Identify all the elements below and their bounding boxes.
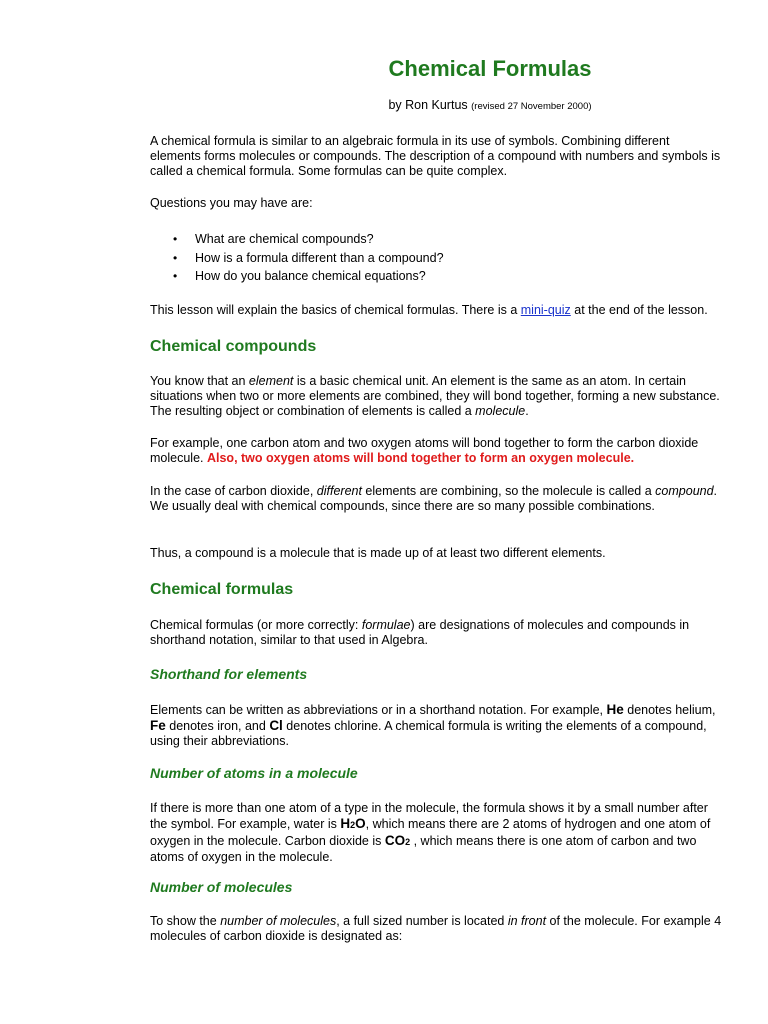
text-run: denotes chlorine. A chemical formula is writing the elements of a compound, using their abbreviations. <box>150 719 707 748</box>
atoms-paragraph-1 <box>150 801 722 865</box>
text-run: . We usually deal with chemical compounds, since there are so many possible combinations. <box>150 484 718 513</box>
bullet-icon: • <box>173 232 178 246</box>
emphasis-molecule: molecule <box>475 404 526 418</box>
bullet-icon: • <box>173 269 178 283</box>
question-text: How is a formula different than a compound? <box>195 250 444 265</box>
symbol-iron: Fe <box>150 718 166 733</box>
formula-carbon-dioxide <box>385 833 410 848</box>
text-run: , a full sized number is located <box>336 914 508 928</box>
list-item <box>150 232 722 251</box>
lesson-text-before: This lesson will explain the basics of chemical formulas. There is a <box>150 303 521 317</box>
intro-paragraph: A chemical formula is similar to an algebraic formula in its use of symbols. Combining different elements forms molecules or compounds. The description of a compound with numbers and symbols is called a chemical formula. Some formulas can be quite complex. <box>150 134 721 178</box>
text-run: ) are designations of molecules and compounds in shorthand notation, similar to that used in Algebra. <box>150 618 690 647</box>
text-run: , which means there are 2 atoms of hydrogen and one atom of oxygen in the molecule. Carbon dioxide is <box>150 817 711 848</box>
list-item <box>150 269 722 288</box>
question-text: How do you balance chemical equations? <box>195 269 426 283</box>
emphasis-number-of-molecules: number of molecules <box>220 914 337 928</box>
formula-symbol: CO <box>384 833 406 848</box>
question-text: What are chemical compounds? <box>195 232 374 246</box>
byline-author: by Ron Kurtus <box>388 98 468 112</box>
text-run: If there is more than one atom of a type in the molecule, the formula shows it by a small number after the symbol. For example, water is <box>150 801 708 831</box>
shorthand-paragraph-1 <box>150 702 722 749</box>
text-run: In the case of carbon dioxide, <box>150 484 317 498</box>
heading-chemical-compounds: Chemical compounds <box>150 338 317 355</box>
compounds-paragraph-2 <box>150 436 722 466</box>
emphasis-element: element <box>248 374 294 388</box>
page-title: Chemical Formulas <box>388 56 592 81</box>
highlighted-sentence: Also, two oxygen atoms will bond together to form an oxygen molecule. <box>206 451 635 465</box>
compounds-paragraph-3 <box>150 484 722 514</box>
formula-subscript: 2 <box>350 820 356 830</box>
text-run: . <box>525 404 529 418</box>
text-run: denotes iron, and <box>165 719 270 733</box>
text-run: For example, one carbon atom and two oxygen atoms will bond together to form the carbon dioxide molecule. <box>150 436 699 465</box>
emphasis-in-front: in front <box>507 914 547 928</box>
list-item <box>150 251 722 270</box>
compounds-paragraph-1 <box>150 374 722 419</box>
bullet-icon: • <box>173 250 178 265</box>
mini-quiz-link[interactable]: mini-quiz <box>520 303 571 317</box>
emphasis-different: different <box>316 484 362 498</box>
molecules-paragraph-1 <box>150 914 722 944</box>
questions-intro: Questions you may have are: <box>150 196 313 210</box>
formula-subscript: 2 <box>405 837 411 847</box>
byline <box>150 98 768 114</box>
formula-symbol: O <box>355 816 366 831</box>
text-run: denotes helium, <box>623 703 716 717</box>
text-run: Chemical formulas (or more correctly: <box>150 618 362 632</box>
text-run: of the molecule. For example 4 molecules of carbon dioxide is designated as: <box>150 914 722 943</box>
text-run: is a basic chemical unit. An element is the same as an atom. In certain situations when two or more elements are combined, they will bond together, forming a new substance. The resulting object or combination of elements is called a <box>150 374 720 418</box>
emphasis-formulae: formulae <box>361 618 411 632</box>
emphasis-compound: compound <box>655 484 714 498</box>
symbol-helium: He <box>606 702 624 717</box>
heading-number-of-molecules: Number of molecules <box>150 879 293 895</box>
lesson-paragraph <box>150 303 722 318</box>
formula-symbol: H <box>340 816 351 831</box>
heading-shorthand-for-elements: Shorthand for elements <box>150 666 308 682</box>
text-run: Elements can be written as abbreviations or in a shorthand notation. For example, <box>150 703 607 717</box>
byline-revised: (revised 27 November 2000) <box>471 101 592 112</box>
text-run: elements are combining, so the molecule is called a <box>361 484 656 498</box>
symbol-chlorine: Cl <box>269 718 283 733</box>
heading-number-of-atoms: Number of atoms in a molecule <box>150 765 358 781</box>
formulas-paragraph-1 <box>150 618 722 648</box>
compounds-paragraph-4: Thus, a compound is a molecule that is made up of at least two different elements. <box>150 546 606 560</box>
text-run: , which means there is one atom of carbon and two atoms of oxygen in the molecule. <box>150 834 697 864</box>
text-run: To show the <box>150 914 221 928</box>
heading-chemical-formulas: Chemical formulas <box>150 581 294 598</box>
questions-list <box>150 232 722 288</box>
formula-water <box>340 816 365 831</box>
text-run: You know that an <box>150 374 249 388</box>
lesson-text-after: at the end of the lesson. <box>570 303 708 317</box>
